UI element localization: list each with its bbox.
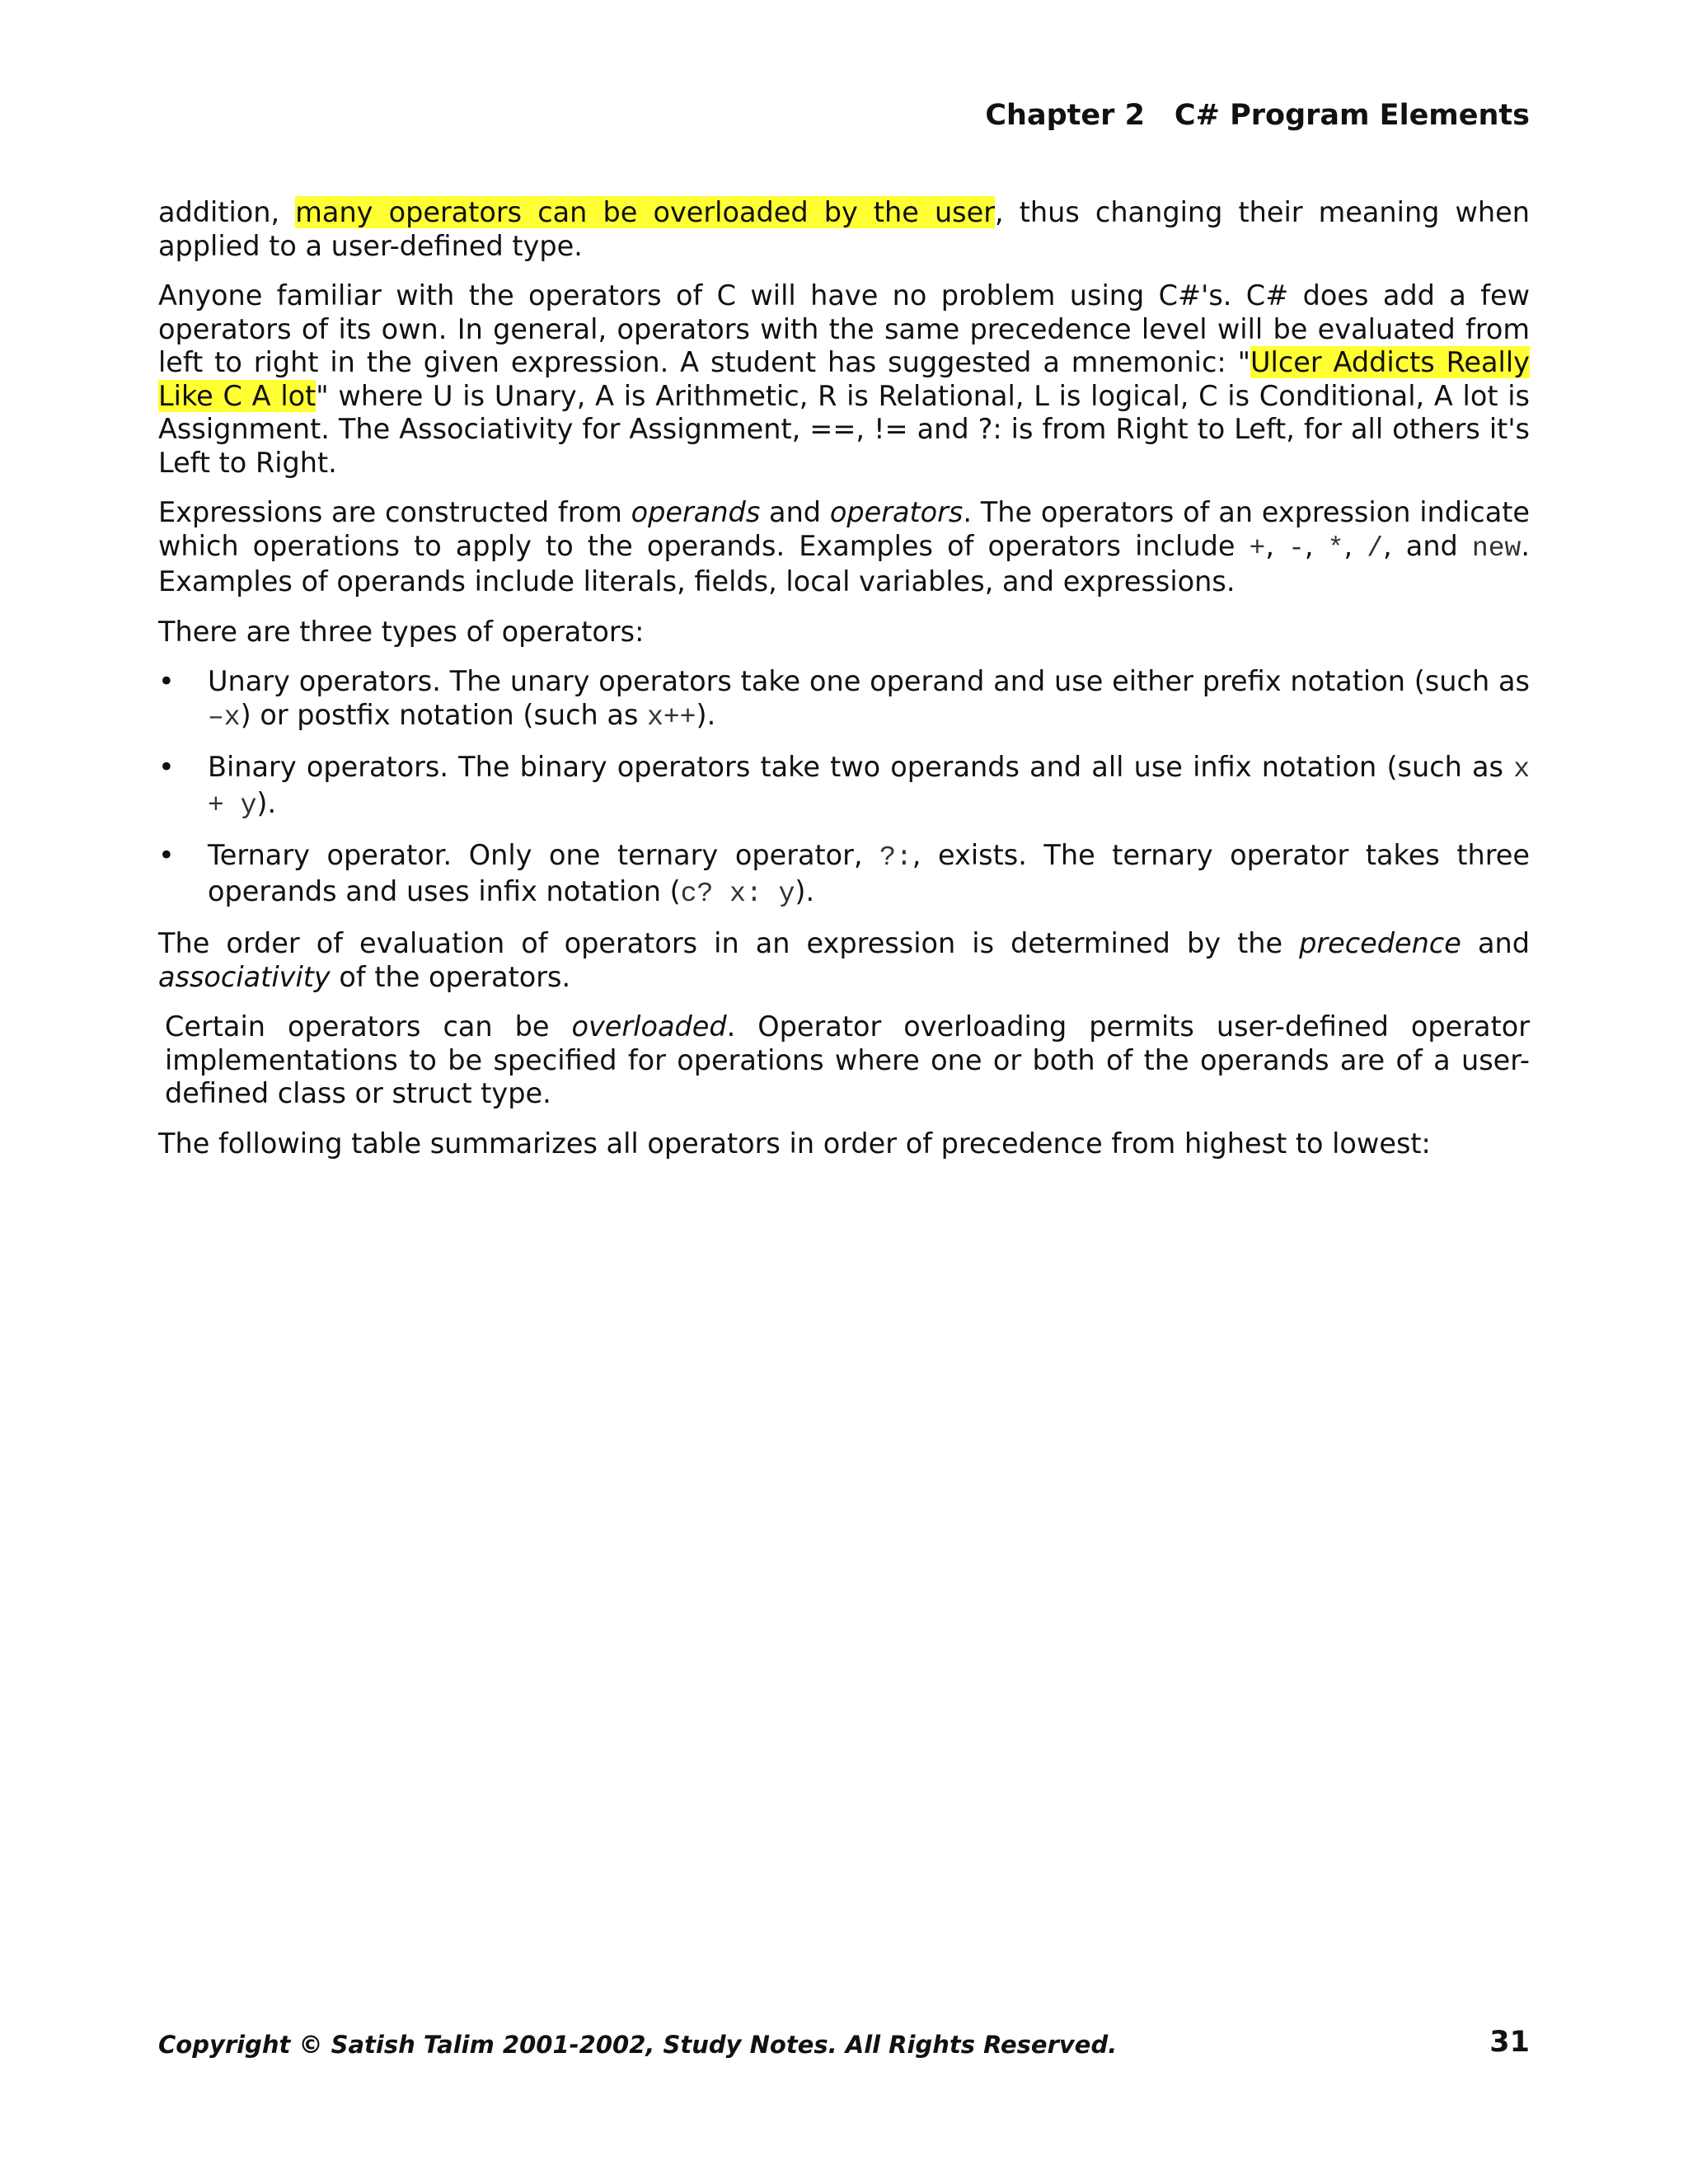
term-overloaded: overloaded xyxy=(571,1010,727,1043)
chapter-label: Chapter 2 xyxy=(985,99,1145,132)
code-minus: - xyxy=(1288,532,1305,564)
list-item-unary: • Unary operators. The unary operators take one operand and use either prefix notation (such as –x) or postfix notation (such as x++). xyxy=(158,665,1530,733)
list-item-ternary: • Ternary operator. Only one ternary operator, ?:, exists. The ternary operator takes three operands and uses infix notation (c? x: y). xyxy=(158,839,1530,909)
paragraph-table-intro: The following table summarizes all operators in order of precedence from highest to lowest: xyxy=(158,1127,1431,1160)
page-body xyxy=(158,196,1530,1177)
code-infix-example: x + y xyxy=(208,754,1530,821)
paragraph-mnemonic: Anyone familiar with the operators of C will have no problem using C#'s. C# does add a few operators of its own. In general, operators with the same precedence level will be evaluated from left to right in the given expression. A student has suggested a mnemonic: "Ulcer Addicts Really Like C A lot" where U is Unary, A is Arithmetic, R is Relational, L is logical, C is Conditional, A lot is Assignment. The Associativity for Assignment, ==, != and ?: is from Right to Left, for all others it's Left to Right. xyxy=(158,279,1531,479)
page-number: 31 xyxy=(1489,2026,1530,2059)
operator-types-list xyxy=(158,665,1530,911)
chapter-title: C# Program Elements xyxy=(1174,99,1530,132)
bullet-icon: • xyxy=(158,839,175,871)
term-operators: operators xyxy=(829,496,964,528)
code-ternary-example: c? x: y xyxy=(680,878,795,909)
footer-copyright: Copyright © Satish Talim 2001-2002, Study Notes. All Rights Reserved. xyxy=(158,2031,1118,2059)
paragraph-overloading-intro: addition, many operators can be overloaded by the user, thus changing their meaning when applied to a user-defined type. xyxy=(158,196,1530,262)
code-postfix-example: x++ xyxy=(647,701,696,733)
term-precedence: precedence xyxy=(1299,927,1461,959)
code-new: new xyxy=(1471,532,1522,564)
highlighted-text: many operators can be overloaded by the user xyxy=(295,196,996,228)
code-star: * xyxy=(1327,532,1344,564)
term-associativity: associativity xyxy=(158,960,331,993)
bullet-icon: • xyxy=(158,665,175,697)
term-operands: operands xyxy=(631,496,761,528)
code-ternary-operator: ?: xyxy=(879,842,912,873)
paragraph-overloading: Certain operators can be overloaded. Operator overloading permits user-defined operator implementations to be specified for operations where one or both of the operands are of a user-defined class or struct type. xyxy=(165,1010,1530,1109)
code-prefix-example: –x xyxy=(208,701,241,733)
highlighted-text: Ulcer Addicts Really Like C A lot xyxy=(158,346,1531,412)
code-slash: / xyxy=(1367,532,1384,564)
paragraph-precedence: The order of evaluation of operators in an expression is determined by the precedence and associativity of the operators. xyxy=(158,927,1530,993)
paragraph-expressions: Expressions are constructed from operands and operators. The operators of an expression indicate which operations to apply to the operands. Examples of operators include +, -, *, /, and new. Examples of operands include literals, fields, local variables, and expressions. xyxy=(158,496,1530,598)
page-header xyxy=(985,99,1530,132)
paragraph-types-intro: There are three types of operators: xyxy=(158,615,645,648)
bullet-icon: • xyxy=(158,751,175,783)
list-item-binary: • Binary operators. The binary operators take two operands and all use infix notation (such as x + y). xyxy=(158,751,1530,821)
code-plus: + xyxy=(1249,532,1266,564)
